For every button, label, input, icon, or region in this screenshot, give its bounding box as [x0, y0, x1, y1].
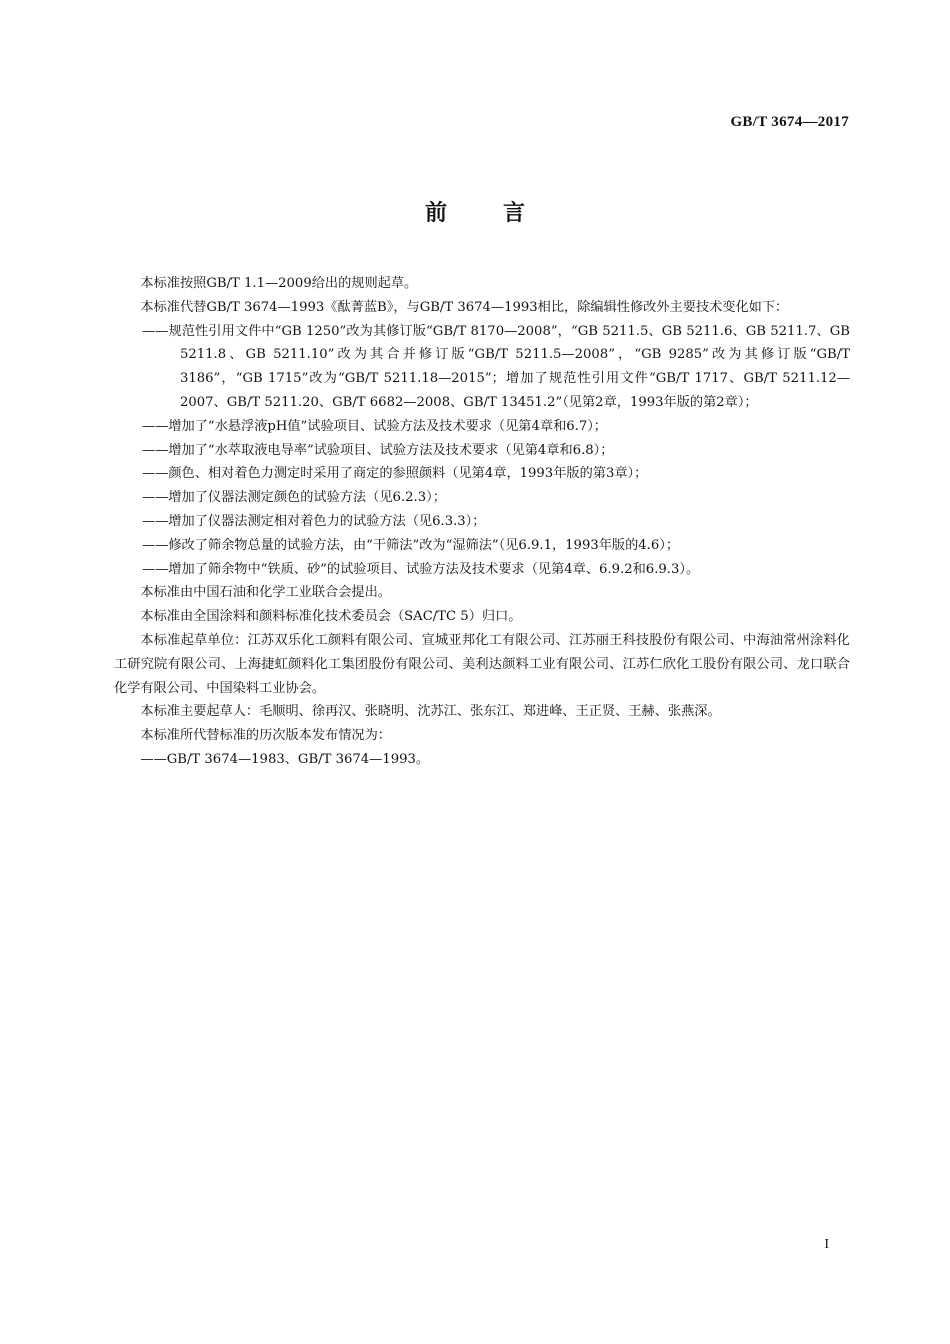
change-item: ——颜色、相对着色力测定时采用了商定的参照颜料（见第4章，1993年版的第3章）； — [142, 466, 648, 482]
paragraph-drafters: 本标准主要起草人：毛顺明、徐再汉、张晓明、沈苏江、张东江、郑进峰、王正贤、王赫、张燕深。 — [140, 704, 721, 720]
paragraph-proposer: 本标准由中国石油和化学工业联合会提出。 — [140, 585, 391, 601]
paragraph-drafting-units: 本标准起草单位：江苏双乐化工颜料有限公司、宣城亚邦化工有限公司、江苏丽王科技股份有限公司、中海油常州涂料化工研究院有限公司、上海捷虹颜料化工集团股份有限公司、美利达颜料工业有限公司、江苏仁欣化工股份有限公司、龙口联合化学有限公司、中国染料工业协会。 — [114, 632, 850, 696]
page-title: 前言 — [424, 201, 581, 226]
paragraph-drafting-rule: 本标准按照GB/T 1.1—2009给出的规则起草。 — [140, 276, 418, 291]
paragraph-history-intro: 本标准所代替标准的历次版本发布情况为： — [140, 728, 391, 744]
standard-code: GB/T 3674—2017 — [730, 114, 849, 130]
change-item: ——增加了仪器法测定相对着色力的试验方法（见6.3.3）； — [142, 513, 486, 529]
change-item: ——规范性引用文件中“GB 1250”改为其修订版“GB/T 8170—2008”，“GB 5211.5、GB 5211.6、GB 5211.7、GB 5211.8、GB 5211.10”改为其合并修订版“GB/T 5211.5—2008”，“GB 9285”改为其修订版“GB/T 3186”，“GB 1715”改为“GB/T 5211.18—2015”；增加了规范性引用文件“GB/T 1717、GB/T 5211.12—2007、GB/T 5211.20、GB/T 6682—2008、GB/T 13451.2”（见第2章，1993年版的第2章）； — [142, 323, 850, 410]
change-item: ——增加了筛余物中“铁质、砂”的试验项目、试验方法及技术要求（见第4章、6.9.2和6.9.3）。 — [142, 561, 700, 577]
document-body — [114, 272, 850, 772]
change-item: ——增加了“水萃取液电导率”试验项目、试验方法及技术要求（见第4章和6.8）； — [142, 442, 614, 458]
paragraph-committee: 本标准由全国涂料和颜料标准化技术委员会（SAC/TC 5）归口。 — [140, 609, 522, 625]
history-item: ——GB/T 3674—1983、GB/T 3674—1993。 — [140, 751, 430, 767]
change-item: ——增加了仪器法测定颜色的试验方法（见6.2.3）； — [142, 490, 446, 506]
page-number: I — [824, 1237, 829, 1252]
change-item: ——修改了筛余物总量的试验方法，由“干筛法”改为“湿筛法”（见6.9.1，1993年版的4.6）； — [142, 537, 680, 553]
change-item: ——增加了“水悬浮液pH值”试验项目、试验方法及技术要求（见第4章和6.7）； — [142, 418, 607, 434]
paragraph-replacement: 本标准代替GB/T 3674—1993《酞菁蓝B》，与GB/T 3674—1993相比，除编辑性修改外主要技术变化如下： — [140, 299, 789, 315]
